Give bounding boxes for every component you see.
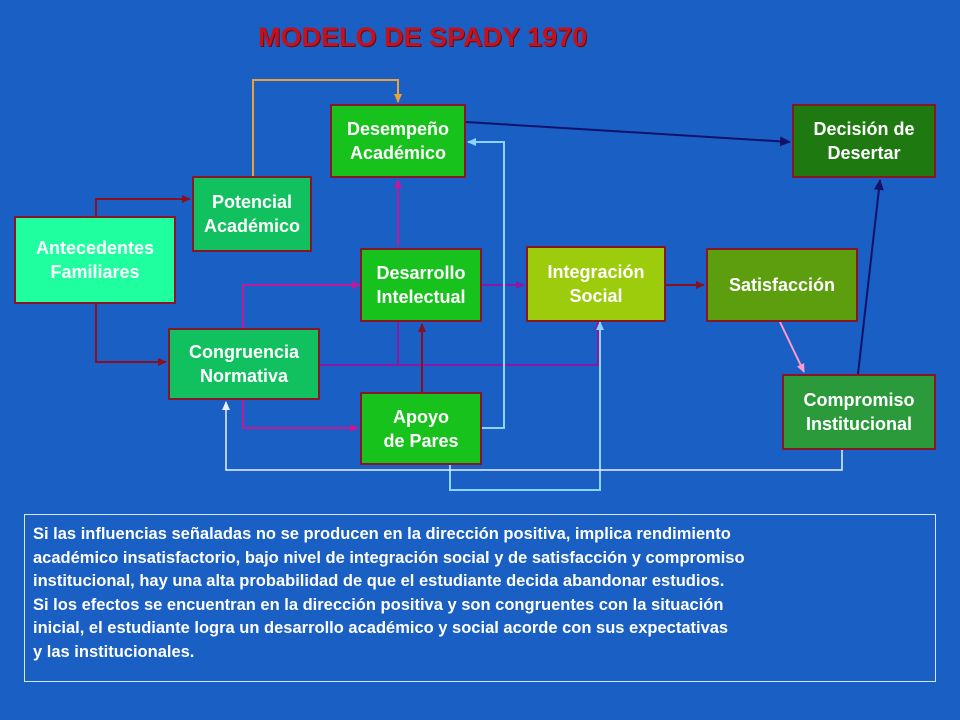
arrow-congruencia-apoyo — [243, 400, 358, 428]
node-compromiso-institucional: Compromiso Institucional — [782, 374, 936, 450]
arrow-compromiso-congruencia — [226, 402, 842, 470]
explanation-text: Si las influencias señaladas no se producen en la dirección positiva, implica rendimiento académico insatisfactorio, bajo nivel de integración social y de satisfacción y compromiso institucional, hay una alta probabilidad de que el estudiante decida abandonar estudios. Si los efectos se encuentran en la dirección positiva y son congruentes con la situación inicial, el estudiante logra un desarrollo académico y social acorde con sus expectativas y las institucionales. — [24, 514, 936, 682]
diagram-title: MODELO DE SPADY 1970 — [258, 22, 588, 52]
arrow-satisfaccion-compromiso — [780, 322, 804, 372]
arrow-antecedentes-potencial — [96, 199, 190, 216]
node-congruencia-normativa: Congruencia Normativa — [168, 328, 320, 400]
arrow-desempeno-decision — [466, 122, 790, 142]
arrow-compromiso-decision — [858, 180, 880, 374]
node-desarrollo-intelectual: Desarrollo Intelectual — [360, 248, 482, 322]
node-antecedentes-familiares: Antecedentes Familiares — [14, 216, 176, 304]
node-apoyo-de-pares: Apoyo de Pares — [360, 392, 482, 465]
arrow-congruencia-integracion — [320, 322, 598, 365]
arrow-congruencia-desarrollo — [243, 285, 360, 328]
node-satisfaccion: Satisfacción — [706, 248, 858, 322]
node-potencial-academico: Potencial Académico — [192, 176, 312, 252]
node-decision-de-desertar: Decisión de Desertar — [792, 104, 936, 178]
node-integracion-social: Integración Social — [526, 246, 666, 322]
arrow-antecedentes-congruencia — [96, 304, 166, 362]
node-desempeno-academico: Desempeño Académico — [330, 104, 466, 178]
